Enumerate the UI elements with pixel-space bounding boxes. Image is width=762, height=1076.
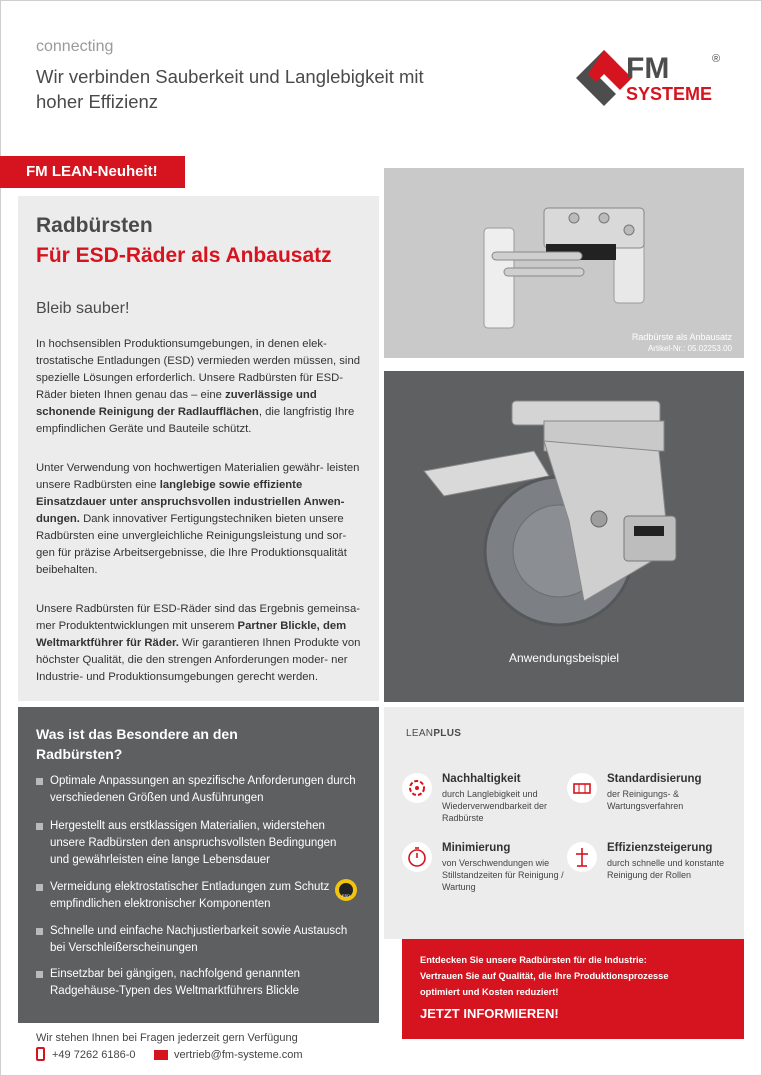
product-article-number: Artikel-Nr.: 05.02253.00 xyxy=(647,344,732,353)
application-caption: Anwendungsbeispiel xyxy=(508,651,620,665)
product-title: Radbürsten xyxy=(36,214,153,237)
cta-button[interactable]: JETZT INFORMIEREN! xyxy=(420,1006,559,1021)
brush-attachment-illustration xyxy=(384,168,744,358)
product-caption: Radbürste als Anbausatz xyxy=(631,332,732,342)
feature-bullet: Schnelle und einfache Nachjustierbarkeit sowie Austausch bei Verschleißerscheinungen xyxy=(36,923,358,957)
stopwatch-icon xyxy=(402,842,432,872)
feature-bullet: Vermeidung elektrostatischer Entladungen zum Schutz empfindlichen elektronischer Komponenten xyxy=(36,879,358,913)
contact-phone[interactable]: +49 7262 6186-0 xyxy=(52,1049,136,1061)
header-tagline: connecting xyxy=(36,38,114,55)
paragraph-1: In hochsensiblen Produktionsumgebungen, in denen elek- trostatische Entladungen (ESD) vermieden werden müssen, sind spezielle Lösungen erforderlich. Unsere Radbürsten für ESD-Räder bieten Ihnen genau das – eine zuverlässige und schonende Reinigung der Radlaufflächen, die langfristig Ihre empfindlichen Geräte und Bauteile schützt. xyxy=(36,338,361,435)
paragraph-2: Unter Verwendung von hochwertigen Materialien gewähr- leisten unsere Radbürsten eine langlebige sowie effiziente Einsatzdauer unter anspruchsvollen industriellen Anwen- dungen. Dank innovativer Fertigungstechniken bieten unsere Radbürsten eine unvergleichliche Reinigungsleistung und sor- gen für präzise Arbeitsergebnisse, die Ihre Produktionsqualität beibehalten. xyxy=(36,462,360,576)
header-headline: Wir verbinden Sauberkeit und Langlebigkeit mit hoher Effizienz xyxy=(36,66,424,112)
feature-bullet: Hergestellt aus erstklassigen Materialien, widerstehen unsere Radbürsten den anspruchsvollsten Bedingungen und gewährleisten eine lange Lebensdauer xyxy=(36,818,358,869)
mail-icon xyxy=(154,1050,168,1060)
feature-bullet: Optimale Anpassungen an spezifische Anforderungen durch verschiedenen Größen und Ausführungen xyxy=(36,773,358,807)
phone-icon xyxy=(36,1047,45,1061)
cta-box[interactable] xyxy=(402,939,744,1039)
recycle-gear-icon xyxy=(402,773,432,803)
logo-systeme-text: SYSTEME xyxy=(626,84,713,104)
logo-fm-text: FM xyxy=(626,52,670,85)
special-features-panel xyxy=(18,707,379,1023)
esd-warning-icon: ESD xyxy=(335,879,357,901)
product-subtitle: Für ESD-Räder als Anbausatz xyxy=(36,244,332,267)
feature-bullet: Einsetzbar bei gängigen, nachfolgend genannten Radgehäuse-Typen des Weltmarktführers Blickle xyxy=(36,966,358,1000)
contact-heading: Wir stehen Ihnen bei Fragen jederzeit gern Verfügung xyxy=(36,1032,298,1044)
efficiency-icon xyxy=(567,842,597,872)
contact-email[interactable]: vertrieb@fm-systeme.com xyxy=(174,1049,303,1061)
logo-registered-mark: ® xyxy=(712,53,721,65)
leanplus-panel: LEANPLUS Nachhaltigkeit durch Langlebigkeit und Wiederverwendbarkeit der Radbürste Standardisierung der Reinigungs- & Wartungsverfahren Minimierung von Verschwendungen wie Stillstandzeiten für Reinigung / Wartung Effizienzsteigerung durch schnelle und konstante Reinigung der Rollen xyxy=(384,707,744,939)
leanplus-label: LEANPLUS xyxy=(406,728,462,739)
product-image xyxy=(384,168,744,358)
paragraph-3: Unsere Radbürsten für ESD-Räder sind das Ergebnis gemeinsa- mer Produktentwicklungen mit unserem Partner Blickle, dem Weltmarktführer für Räder. Wir garantieren Ihnen Produkte von höchster Qualität, die den strengen Anforderungen moder- ner Industrie- und Produktionsumgebungen gerecht werden. xyxy=(36,603,361,683)
lean-novelty-badge: FM LEAN-Neuheit! xyxy=(0,156,185,188)
fm-systeme-logo xyxy=(574,42,728,108)
special-features-title: Was ist das Besondere an den Radbürsten? xyxy=(36,726,238,762)
lead-text: Bleib sauber! xyxy=(36,300,130,317)
application-image xyxy=(384,371,744,702)
cta-text: Entdecken Sie unsere Radbürsten für die Industrie: Vertrauen Sie auf Qualität, die Ihre Produktionsprozesse optimiert und Kosten reduziert! xyxy=(420,955,669,997)
standard-icon xyxy=(567,773,597,803)
